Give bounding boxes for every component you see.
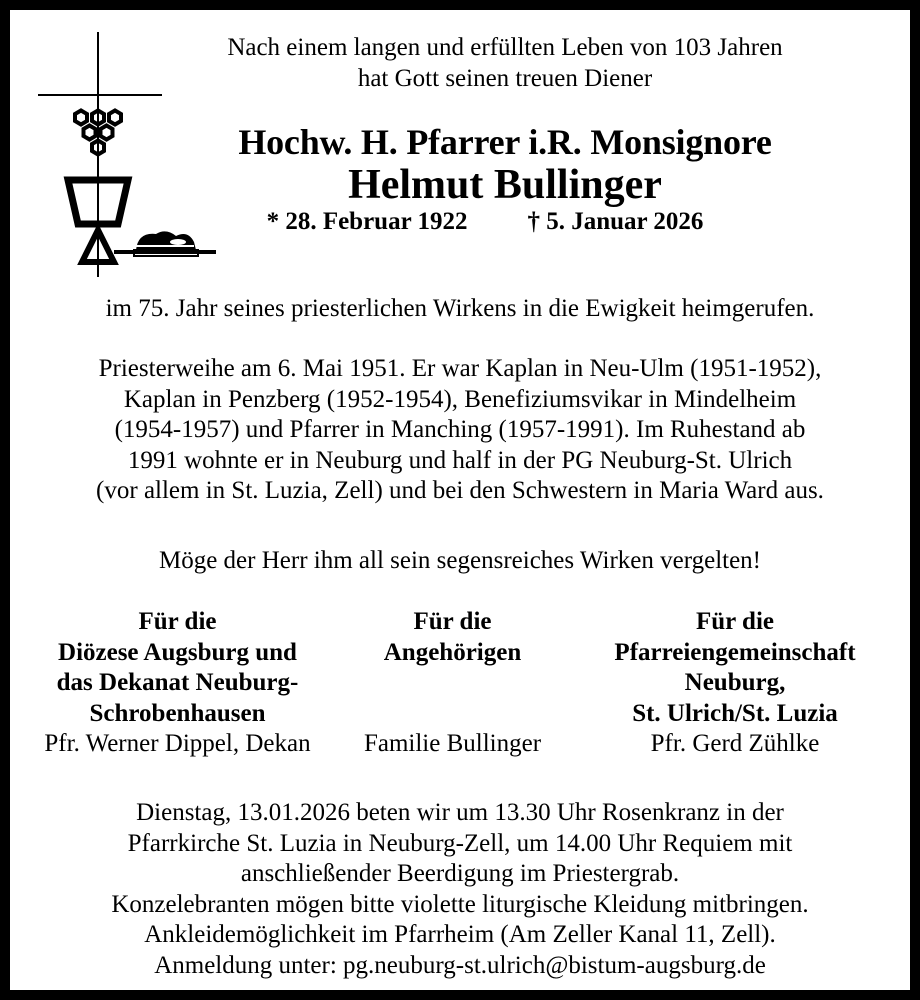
biography-line: Kaplan in Penzberg (1952-1954), Benefiziumsvikar in Mindelheim [123, 385, 797, 413]
signatory-heading: Diözese Augsburg und [58, 638, 297, 666]
service-line: Konzelebranten mögen bitte violette liturgische Kleidung mitbringen. [111, 890, 809, 918]
biography-line: 1991 wohnte er in Neuburg und half in der PG Neuburg-St. Ulrich [127, 446, 793, 474]
signatory-heading: Angehörigen [383, 638, 522, 666]
signatory-name: Pfr. Werner Dippel, Dekan [44, 730, 311, 757]
life-dates [120, 207, 850, 237]
biography [10, 354, 910, 507]
signatory-heading: St. Ulrich/St. Luzia [632, 699, 838, 727]
service-line: Dienstag, 13.01.2026 beten wir um 13.30 Uhr Rosenkranz in der [136, 799, 784, 826]
deceased-name: Helmut Bullinger [348, 162, 662, 208]
signatory-parish [560, 607, 910, 760]
service-line: Pfarrkirche St. Luzia in Neuburg-Zell, um 14.00 Uhr Requiem mit [127, 829, 793, 857]
contact-email-line: Anmeldung unter: pg.neuburg-st.ulrich@bistum-augsburg.de [154, 951, 766, 979]
service-info [10, 798, 910, 981]
header-block [160, 32, 850, 237]
obituary-notice [10, 10, 910, 990]
title-line: Hochw. H. Pfarrer i.R. Monsignore [238, 122, 772, 162]
biography-line: Priesterweihe am 6. Mai 1951. Er war Kaplan in Neu-Ulm (1951-1952), [98, 355, 822, 382]
signatory-heading: Pfarreiengemeinschaft [614, 638, 856, 666]
signatory-family [345, 607, 560, 760]
signatories [10, 607, 910, 760]
signatory-name: Familie Bullinger [363, 730, 542, 757]
biography-line: (1954-1957) und Pfarrer in Manching (1957-1991). Im Ruhestand ab [114, 416, 806, 443]
service-line: anschließender Beerdigung im Priestergrab. [240, 860, 680, 887]
birth-date: * 28. Februar 1922 [266, 208, 468, 235]
blessing-text: Möge der Herr ihm all sein segensreiches Wirken vergelten! [158, 547, 762, 574]
signatory-diocese [10, 607, 345, 760]
signatory-heading: Für die [695, 608, 774, 635]
intro-line: Nach einem langen und erfüllten Leben von 103 Jahren [227, 34, 783, 61]
service-line: Ankleidemöglichkeit im Pfarrheim (Am Zeller Kanal 11, Zell). [144, 921, 776, 948]
biography-line: (vor allem in St. Luzia, Zell) und bei den Schwestern in Maria Ward aus. [96, 477, 824, 504]
intro-text [160, 32, 850, 94]
intro-line: hat Gott seinen treuen Diener [357, 65, 653, 92]
signatory-heading: Für die [413, 608, 492, 635]
signatory-heading: Für die [138, 608, 217, 635]
signatory-heading: Neuburg, [684, 669, 786, 696]
signatory-heading: Schrobenhausen [89, 699, 266, 727]
called-home-text: im 75. Jahr seines priesterlichen Wirkens in die Ewigkeit heimgerufen. [105, 295, 815, 322]
signatory-name: Pfr. Gerd Zühlke [650, 730, 820, 757]
signatory-heading: das Dekanat Neuburg- [56, 669, 299, 696]
death-date: † 5. Januar 2026 [527, 208, 704, 235]
